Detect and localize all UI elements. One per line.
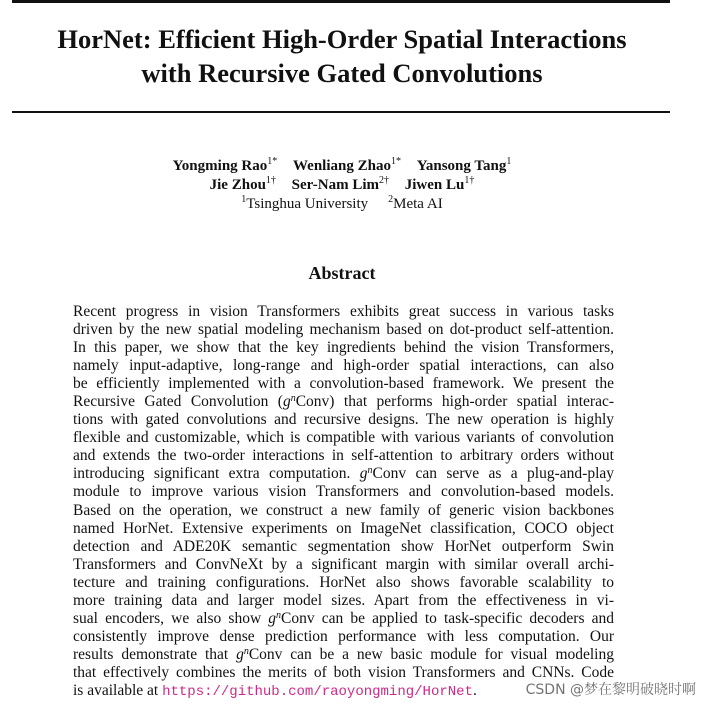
author-mark: 1* — [390, 156, 401, 167]
line-text: ) that performs high-order spatial interac- — [329, 393, 614, 411]
line-text: . — [472, 681, 477, 699]
author-row-2 — [12, 176, 672, 195]
line-text: can be a new basic module for visual modeling — [282, 645, 614, 663]
op-conv: Conv — [248, 645, 283, 663]
abstract-line: tions with gated convolutions and recursive designs. The new operation is highly — [73, 411, 614, 429]
abstract-line: Recent progress in vision Transformers exhibits great success in various tasks — [73, 303, 614, 320]
author-mark: 1 — [506, 156, 512, 167]
op-g: g — [282, 393, 291, 411]
op-n: n — [243, 645, 249, 657]
author-mark: 1† — [265, 175, 276, 186]
code-link[interactable]: https://github.com/raoyongming/HorNet — [162, 683, 473, 700]
author-name: Wenliang Zhao — [293, 158, 391, 174]
abstract-line: and extends the two-order interactions in self-attention to arbitrary orders without — [73, 447, 614, 465]
abstract-line: In this paper, we show that the key ingredients behind the vision Transformers, — [73, 339, 614, 357]
op-g: g — [268, 609, 277, 627]
op-n: n — [276, 609, 282, 621]
abstract-line: consistently improve dense prediction performance with less computation. Our — [73, 627, 614, 645]
abstract-line — [73, 610, 614, 628]
abstract-line: detection and ADE20K semantic segmentation show HorNet outperform Swin — [73, 537, 614, 555]
abstract-line: that effectively combines the merits of both vision Transformers and CNNs. Code — [73, 663, 614, 681]
line-text: sual encoders, we also show — [73, 609, 269, 627]
abstract-line: module to improve various vision Transformers and convolution-based models. — [73, 483, 614, 501]
author-name: Yansong Tang — [416, 158, 507, 174]
op-n: n — [367, 465, 373, 477]
title-line-1: HorNet: Efficient High-Order Spatial Interactions — [57, 24, 627, 54]
author-name: Yongming Rao — [172, 158, 268, 174]
abstract-line: more training data and larger model sizes. Apart from the effectiveness in vi- — [73, 591, 614, 609]
line-text: introducing significant extra computation. — [73, 465, 360, 483]
affiliation-mark: 2 — [388, 194, 394, 205]
abstract-line — [73, 465, 614, 483]
line-text: can serve as a plug-and-play — [406, 465, 615, 483]
op-g: g — [236, 645, 244, 663]
top-rule — [12, 0, 670, 3]
author-block — [12, 157, 672, 214]
op-conv: Conv — [372, 465, 407, 483]
abstract-line: driven by the new spatial modeling mechanism based on dot-product self-attention. — [73, 321, 614, 339]
abstract-line: be efficiently implemented with a convolution-based framework. We present the — [73, 375, 614, 393]
affiliation-name: Tsinghua University — [246, 196, 369, 212]
affiliation-row — [12, 195, 672, 214]
line-text: Recursive Gated Convolution ( — [73, 393, 283, 411]
op-conv: Conv — [281, 609, 315, 627]
csdn-watermark: CSDN @梦在黎明破晓时啊 — [525, 682, 696, 698]
op-n: n — [290, 393, 296, 405]
author-mark: 1† — [464, 175, 475, 186]
abstract-line: flexible and customizable, which is compatible with various variants of convolution — [73, 429, 614, 447]
line-text: is available at — [73, 681, 163, 699]
abstract-body — [73, 303, 614, 700]
abstract-line: namely input-adaptive, long-range and high-order spatial interactions, can also — [73, 357, 614, 375]
author-name: Jiwen Lu — [404, 177, 465, 193]
author-mark: 2† — [379, 175, 389, 186]
abstract-line: named HorNet. Extensive experiments on ImageNet classification, COCO object — [73, 519, 614, 537]
author-name: Ser-Nam Lim — [291, 177, 379, 193]
author-row-1 — [12, 157, 672, 176]
title-rule — [12, 111, 670, 113]
abstract-line — [73, 393, 614, 411]
op-g: g — [359, 465, 368, 483]
affiliation-name: Meta AI — [393, 196, 443, 212]
abstract-line — [73, 646, 614, 664]
line-text: can be applied to task-specific decoders and — [314, 609, 614, 627]
abstract-line: Based on the operation, we construct a new family of generic vision backbones — [73, 501, 614, 519]
line-text: results demonstrate that — [73, 645, 237, 663]
abstract-line: tecture and training configurations. HorNet also shows favorable scalability to — [73, 573, 614, 591]
author-mark: 1* — [267, 156, 278, 167]
paper-title — [12, 22, 672, 90]
op-conv: Conv — [295, 393, 330, 411]
title-line-2: with Recursive Gated Convolutions — [141, 58, 543, 88]
author-name: Jie Zhou — [209, 177, 266, 193]
abstract-heading: Abstract — [308, 263, 376, 283]
abstract-line: Transformers and ConvNeXt by a significant margin with similar overall archi- — [73, 555, 614, 573]
affiliation-mark: 1 — [241, 194, 247, 205]
